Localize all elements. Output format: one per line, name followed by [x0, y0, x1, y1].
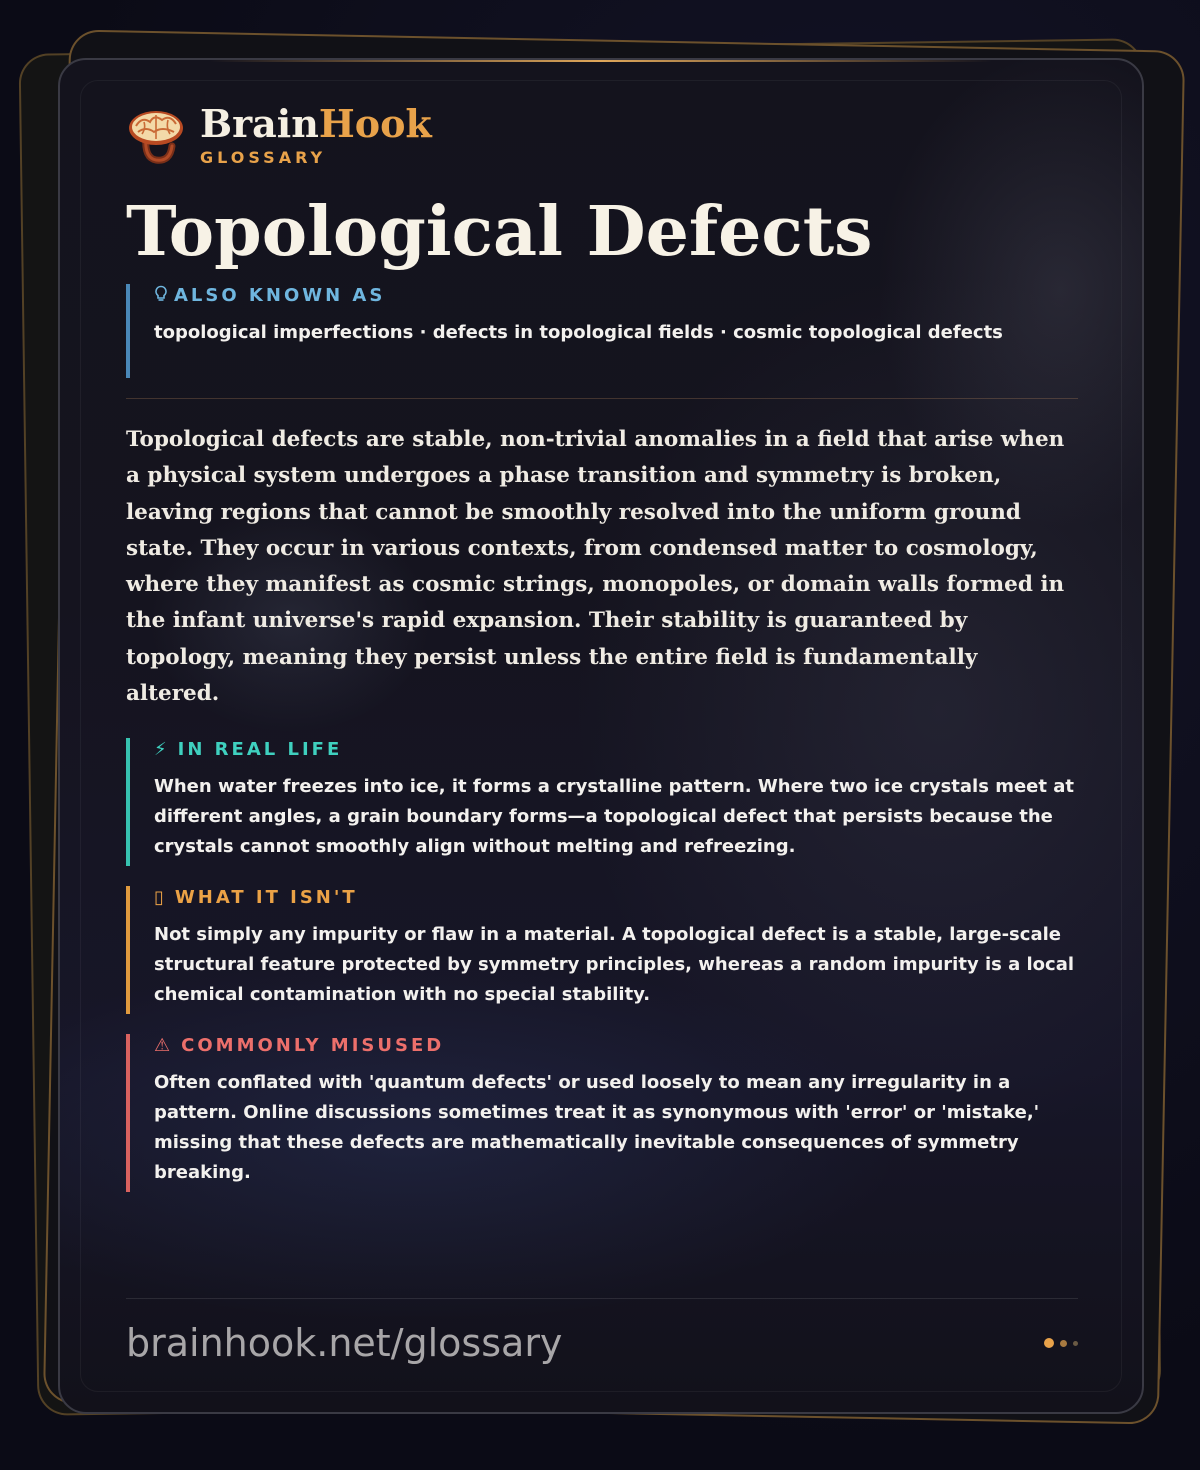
pagination-dot [1060, 1340, 1067, 1347]
in-real-life-heading [154, 738, 1080, 762]
in-real-life-label: IN REAL LIFE [177, 739, 343, 760]
pagination-dot-active [1044, 1338, 1054, 1348]
term-definition: Topological defects are stable, non-trivial anomalies in a field that arise when a physical system undergoes a phase transition and symmetry is broken, leaving regions that cannot be smoothly resolved into the uniform ground state. They occur in various contexts, from condensed matter to cosmology, where they manifest as cosmic strings, monopoles, or domain walls formed in the infant universe's rapid expansion. Their stability is guaranteed by topology, meaning they persist unless the entire field is fundamentally altered. [126, 427, 1065, 707]
brand-header [126, 101, 432, 167]
in-real-life-callout [126, 738, 1080, 866]
section-divider [126, 398, 1078, 399]
what-it-isnt-callout [126, 886, 1080, 1014]
footer-url-link[interactable]: brainhook.net/glossary [126, 1321, 563, 1365]
lightbulb-icon [154, 285, 168, 303]
what-it-isnt-label: WHAT IT ISN'T [174, 887, 358, 908]
card-inner-frame [80, 80, 1122, 1392]
glossary-card [58, 58, 1144, 1414]
brain-hook-logo-icon [126, 106, 186, 166]
footer-divider [126, 1298, 1078, 1299]
also-known-as-text: topological imperfections · defects in topological fields · cosmic topological defects [154, 322, 1003, 343]
commonly-misused-text: Often conflated with 'quantum defects' or used loosely to mean any irregularity in a pattern. Online discussions sometimes treat it as synonymous with 'error' or 'mistake,' missing that these defects are mathematically inevitable consequences of symmetry breaking. [154, 1072, 1040, 1183]
warning-icon: ⚠ [154, 1035, 174, 1056]
also-known-as-label: ALSO KNOWN AS [174, 285, 386, 306]
what-it-isnt-text: Not simply any impurity or flaw in a material. A topological defect is a stable, large-scale structural feature protected by symmetry principles, whereas a random impurity is a local chemical contamination with no special stability. [154, 924, 1075, 1005]
also-known-as-heading [154, 284, 1080, 308]
commonly-misused-label: COMMONLY MISUSED [181, 1035, 445, 1056]
brand-name [200, 101, 432, 146]
term-title: Topological Defects [126, 192, 873, 272]
brand-subtitle: GLOSSARY [200, 148, 327, 167]
in-real-life-text: When water freezes into ice, it forms a crystalline pattern. Where two ice crystals meet at different angles, a grain boundary forms—a topological defect that persists because the crystals cannot smoothly align without melting and refreezing. [154, 776, 1075, 857]
lightning-icon: ⚡ [154, 739, 170, 760]
pagination-dots [1044, 1338, 1078, 1348]
brand-name-part2: Hook [318, 101, 432, 146]
also-known-as-callout [126, 284, 1080, 378]
card-top-glow [210, 60, 992, 62]
pagination-dot [1073, 1341, 1078, 1346]
commonly-misused-callout [126, 1034, 1080, 1192]
commonly-misused-heading [154, 1034, 1080, 1058]
brand-name-part1: Brain [200, 101, 319, 146]
what-it-isnt-heading [154, 886, 1080, 910]
missing-glyph-icon: ▯ [154, 887, 167, 908]
